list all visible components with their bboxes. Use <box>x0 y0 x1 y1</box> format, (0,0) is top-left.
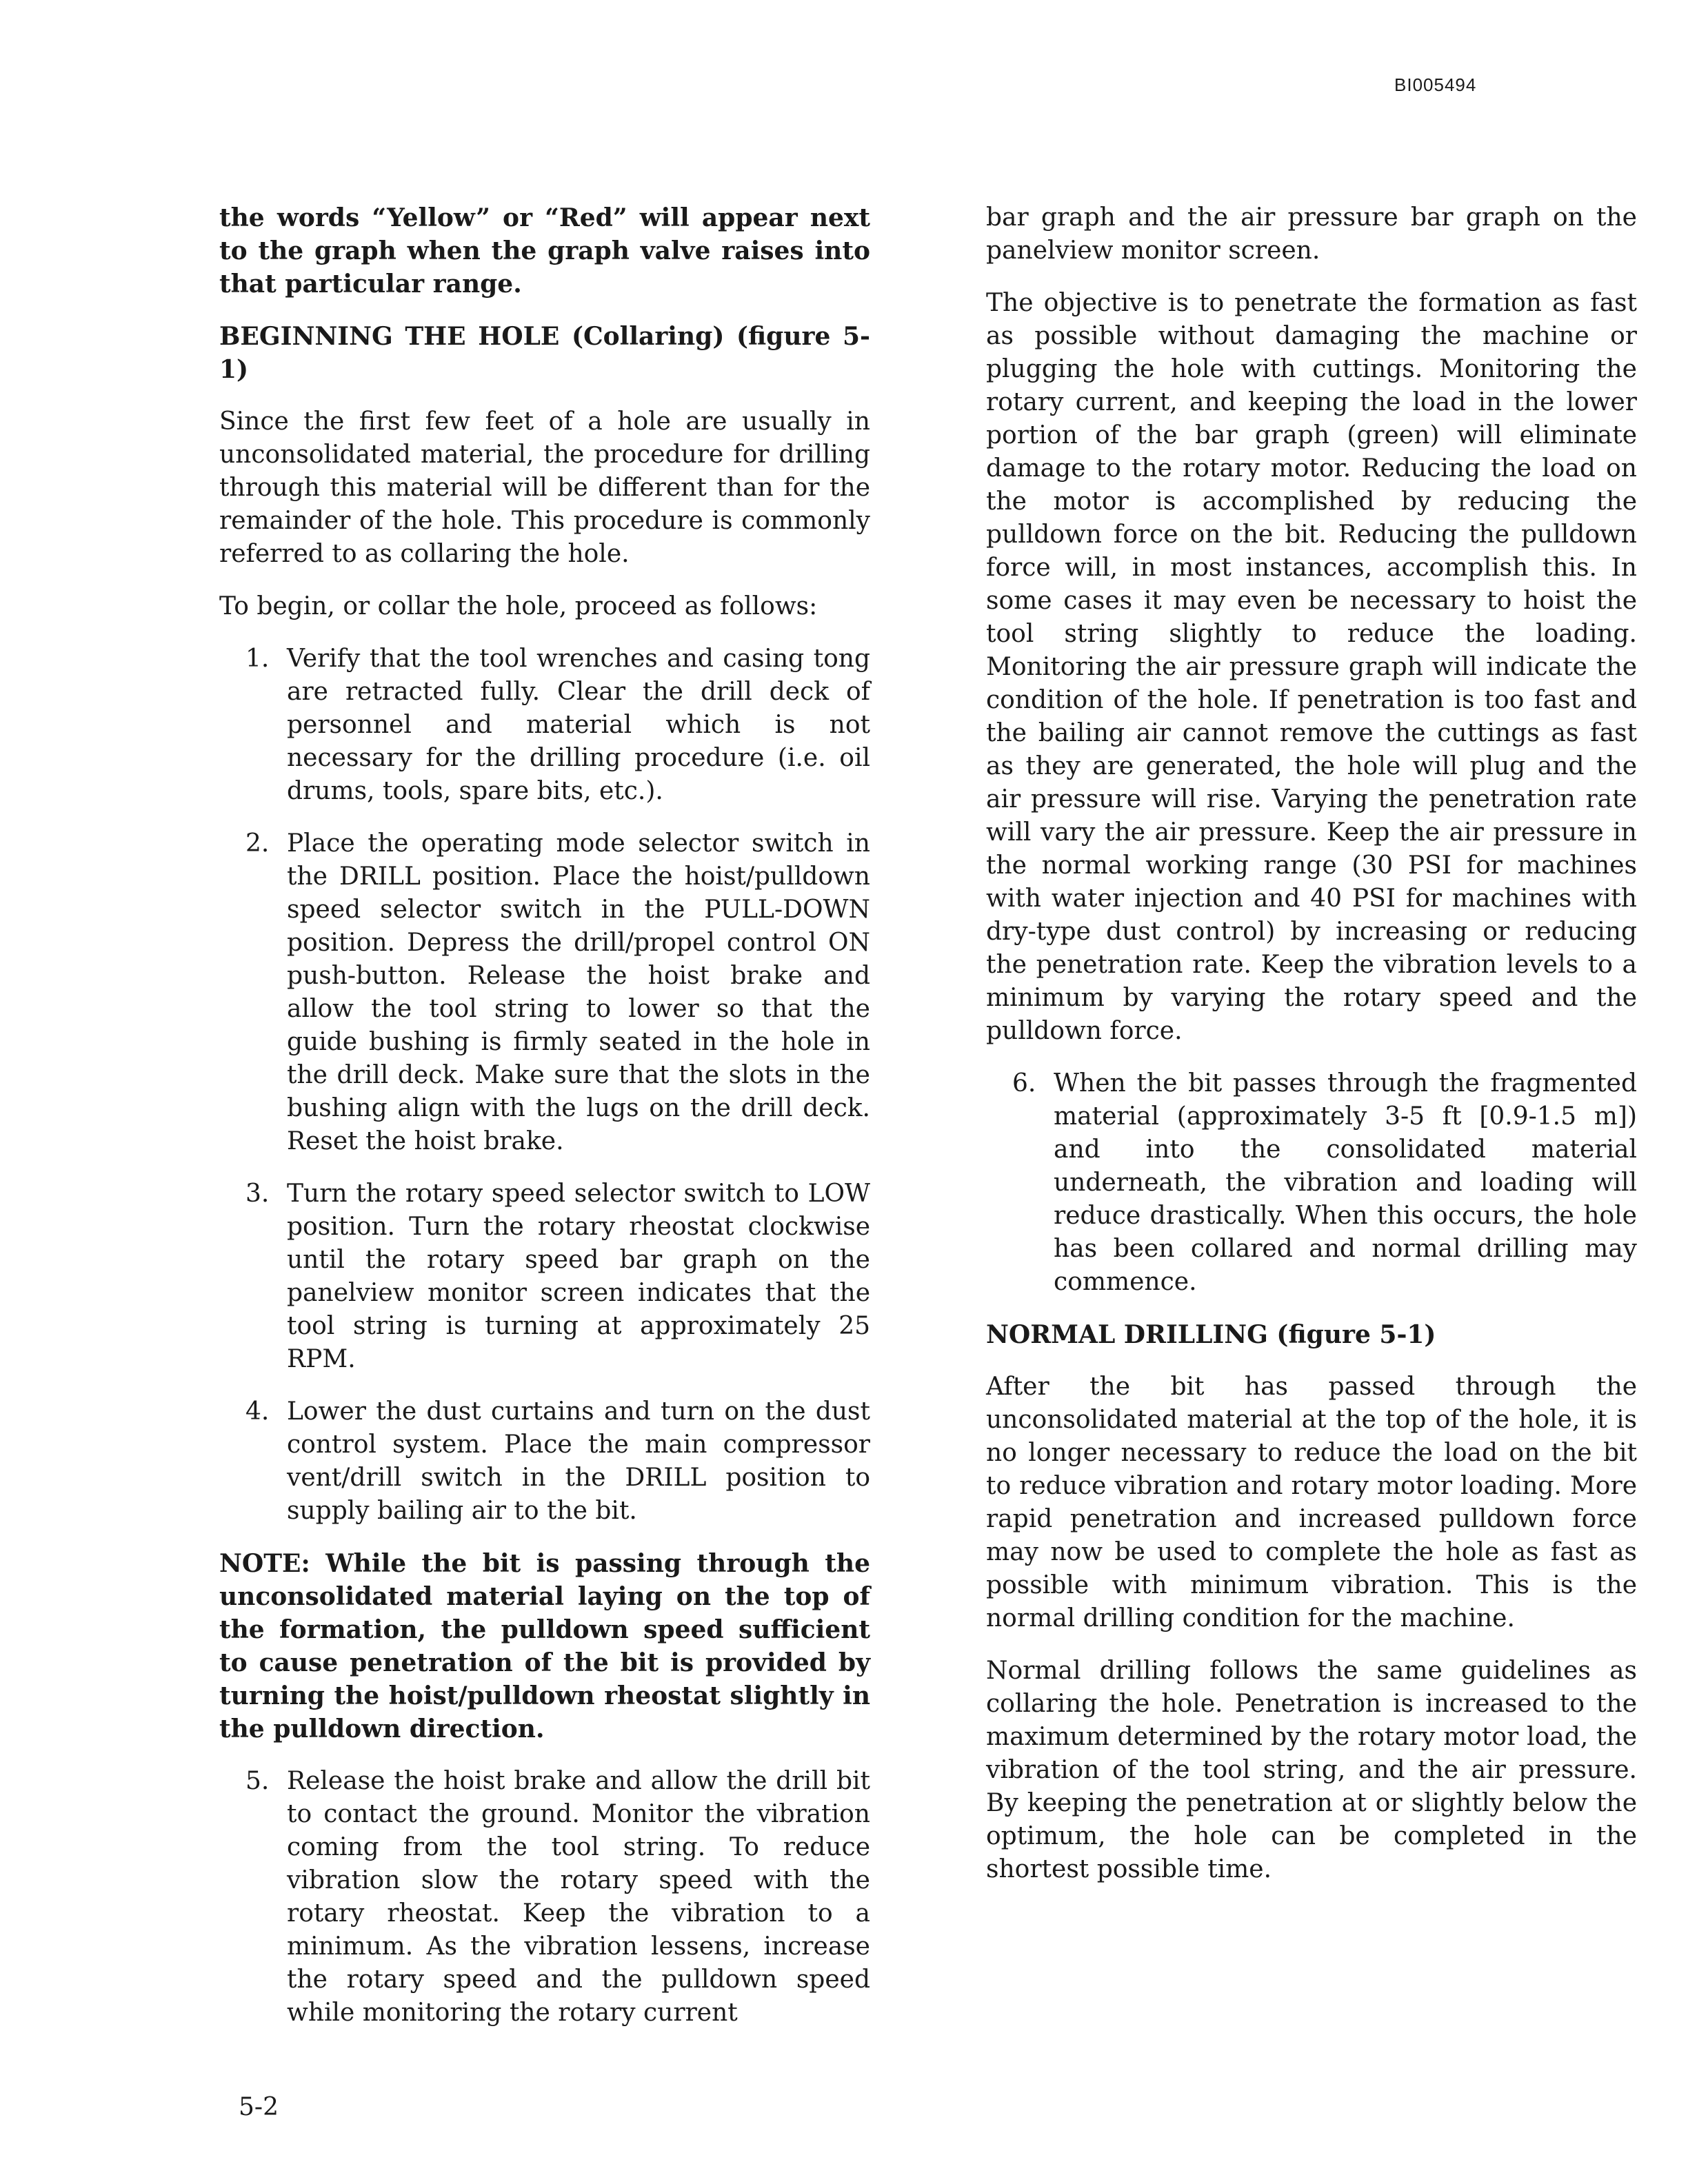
step-text: Lower the dust curtains and turn on the dust control system. Place the main compressor vent/drill switch in the DRILL position to supply bailing air to the bit. <box>287 1397 870 1525</box>
list-item <box>219 1395 870 1528</box>
paragraph: To begin, or collar the hole, proceed as follows: <box>219 592 818 620</box>
step-list <box>219 1765 870 2030</box>
step-text: Release the hoist brake and allow the drill bit to contact the ground. Monitor the vibration coming from the tool string. To reduce vibration slow the rotary speed with the rotary rheostat. Keep the vibration to a minimum. As the vibration lessens, increase the rotary speed and the pulldown speed while monitoring the rotary current <box>287 1767 870 2027</box>
right-column <box>986 201 1637 1905</box>
section-heading-collaring: BEGINNING THE HOLE (Collaring) (figure 5-1) <box>219 322 870 384</box>
step-text: Turn the rotary speed selector switch to LOW position. Turn the rotary rheostat clockwise until the rotary speed bar graph on the panelview monitor screen indicates that the tool string is turning at approximately 25 RPM. <box>287 1180 870 1373</box>
paragraph: The objective is to penetrate the formation as fast as possible without damaging the machine or plugging the hole with cuttings. Monitoring the rotary current, and keeping the load in the lower portion of the bar graph (green) will eliminate damage to the rotary motor. Reducing the load on the motor is accomplished by reducing the pulldown force on the bit. Reducing the pulldown force will, in most instances, accomplish this. In some cases it may even be necessary to hoist the tool string slightly to reduce the loading. Monitoring the air pressure graph will indicate the condition of the hole. If penetration is too fast and the bailing air cannot remove the cuttings as fast as they are generated, the hole will plug and the air pressure will rise. Varying the penetration rate will vary the air pressure. Keep the air pressure in the normal working range (30 PSI for machines with water injection and 40 PSI for machines with dry-type dust control) by increasing or reducing the penetration rate. Keep the vibration levels to a minimum by varying the rotary speed and the pulldown force. <box>986 289 1637 1045</box>
note-paragraph: NOTE: While the bit is passing through the unconsolidated material laying on the top of the formation, the pulldown speed sufficient to cause penetration of the bit is provided by turning the hoist/pulldown rheostat slightly in the pulldown direction. <box>219 1549 870 1743</box>
intro-bold-paragraph: the words “Yellow” or “Red” will appear next to the graph when the graph valve raises into that particular range. <box>219 203 870 299</box>
step-number: 6. <box>1012 1069 1036 1098</box>
step-list <box>219 643 870 1528</box>
list-item <box>986 1067 1637 1299</box>
step-number: 5. <box>245 1767 270 1795</box>
document-id: BI005494 <box>1394 74 1477 95</box>
step-text: When the bit passes through the fragmented material (approximately 3-5 ft [0.9-1.5 m]) and into the consolidated material underneath, the vibration and loading will reduce drastically. When this occurs, the hole has been collared and normal drilling may commence. <box>1054 1069 1637 1296</box>
paragraph: bar graph and the air pressure bar graph on the panelview monitor screen. <box>986 203 1637 265</box>
step-text: Place the operating mode selector switch in the DRILL position. Place the hoist/pulldown speed selector switch in the PULL-DOWN position. Depress the drill/propel control ON push-button. Release the hoist brake and allow the tool string to lower so that the guide bushing is firmly seated in the hole in the drill deck. Make sure that the slots in the bushing align with the lugs on the drill deck. Reset the hoist brake. <box>287 829 870 1155</box>
step-number: 1. <box>245 645 270 673</box>
left-column <box>219 201 870 2049</box>
paragraph: Normal drilling follows the same guidelines as collaring the hole. Penetration is increased to the maximum determined by the rotary motor load, the vibration of the tool string, and the air pressure. By keeping the penetration at or slightly below the optimum, the hole can be completed in the shortest possible time. <box>986 1657 1637 1883</box>
step-list <box>986 1067 1637 1299</box>
paragraph: Since the first few feet of a hole are usually in unconsolidated material, the procedure for drilling through this material will be different than for the remainder of the hole. This procedure is commonly referred to as collaring the hole. <box>219 407 870 568</box>
list-item <box>219 1177 870 1376</box>
list-item <box>219 643 870 808</box>
step-number: 4. <box>245 1397 270 1426</box>
section-heading-normal-drilling: NORMAL DRILLING (figure 5-1) <box>986 1320 1436 1349</box>
step-text: Verify that the tool wrenches and casing tong are retracted fully. Clear the drill deck of personnel and material which is not necessary for the drilling procedure (i.e. oil drums, tools, spare bits, etc.). <box>287 645 870 805</box>
list-item <box>219 1765 870 2030</box>
page-number: 5-2 <box>239 2093 279 2121</box>
list-item <box>219 827 870 1158</box>
paragraph: After the bit has passed through the unconsolidated material at the top of the hole, it is no longer necessary to reduce the load on the bit to reduce vibration and rotary motor loading. More rapid penetration and increased pulldown force may now be used to complete the hole as fast as possible with minimum vibration. This is the normal drilling condition for the machine. <box>986 1373 1637 1632</box>
step-number: 2. <box>245 829 270 858</box>
step-number: 3. <box>245 1180 270 1208</box>
